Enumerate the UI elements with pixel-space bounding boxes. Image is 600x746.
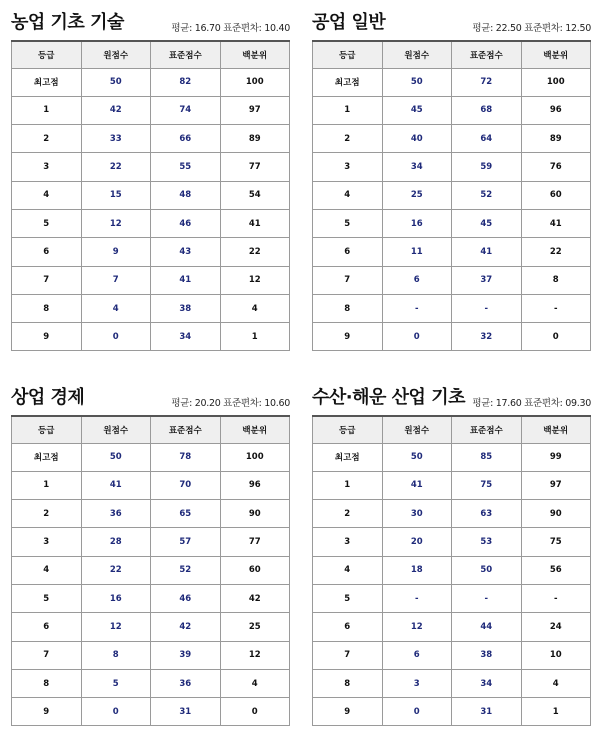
percentile-cell: 22: [521, 238, 591, 266]
percentile-cell: 76: [521, 153, 591, 181]
raw-score-cell: 12: [81, 613, 151, 641]
raw-score-cell: 8: [81, 641, 151, 669]
table-row: [12, 96, 290, 124]
table-header-row: [313, 416, 591, 443]
score-panel-industry-general: [312, 8, 591, 351]
raw-score-cell: 12: [81, 209, 151, 237]
subject-title: 농업 기초 기술: [11, 12, 124, 33]
score-table: [312, 40, 591, 351]
percentile-cell: 75: [521, 528, 591, 556]
percentile-cell: 4: [220, 294, 290, 322]
standard-score-cell: 41: [452, 238, 522, 266]
table-row: [12, 641, 290, 669]
standard-score-cell: 44: [452, 613, 522, 641]
grade-cell: 5: [313, 209, 383, 237]
grade-cell: 1: [12, 96, 82, 124]
header-percentile: 백분위: [521, 416, 591, 443]
grade-cell: 5: [12, 209, 82, 237]
table-row: [313, 181, 591, 209]
raw-score-cell: 42: [81, 96, 151, 124]
table-row: [12, 471, 290, 499]
grade-cell: 1: [313, 471, 383, 499]
percentile-cell: 90: [521, 500, 591, 528]
table-row: [313, 500, 591, 528]
standard-score-cell: 78: [151, 443, 221, 471]
percentile-cell: 25: [220, 613, 290, 641]
grade-cell: 6: [313, 238, 383, 266]
grade-cell: 최고점: [313, 443, 383, 471]
grade-cell: 7: [12, 266, 82, 294]
standard-score-cell: 52: [452, 181, 522, 209]
score-table: [312, 415, 591, 726]
grade-cell: 5: [313, 584, 383, 612]
standard-score-cell: 55: [151, 153, 221, 181]
raw-score-cell: 0: [81, 698, 151, 726]
table-row: [12, 181, 290, 209]
table-row: [313, 266, 591, 294]
header-standard-score: 표준점수: [151, 41, 221, 68]
raw-score-cell: 15: [81, 181, 151, 209]
table-row: [313, 68, 591, 96]
grade-cell: 8: [313, 669, 383, 697]
percentile-cell: 97: [521, 471, 591, 499]
percentile-cell: 22: [220, 238, 290, 266]
table-row: [313, 323, 591, 351]
table-row: [313, 528, 591, 556]
raw-score-cell: 16: [382, 209, 452, 237]
table-row: [313, 584, 591, 612]
standard-score-cell: 70: [151, 471, 221, 499]
header-percentile: 백분위: [220, 416, 290, 443]
grade-cell: 9: [12, 323, 82, 351]
subject-stats: 평균: 16.70 표준편차: 10.40: [171, 23, 290, 34]
table-row: [12, 68, 290, 96]
percentile-cell: 24: [521, 613, 591, 641]
raw-score-cell: 7: [81, 266, 151, 294]
table-row: [313, 698, 591, 726]
grade-cell: 2: [313, 500, 383, 528]
standard-score-cell: -: [452, 294, 522, 322]
standard-score-cell: 38: [452, 641, 522, 669]
grade-cell: 9: [313, 698, 383, 726]
panel-header: [11, 8, 290, 40]
percentile-cell: 0: [220, 698, 290, 726]
score-table: [11, 40, 290, 351]
grade-cell: 9: [12, 698, 82, 726]
raw-score-cell: 50: [81, 443, 151, 471]
header-raw-score: 원점수: [81, 416, 151, 443]
table-row: [12, 238, 290, 266]
standard-score-cell: 42: [151, 613, 221, 641]
standard-score-cell: 43: [151, 238, 221, 266]
raw-score-cell: 6: [382, 266, 452, 294]
percentile-cell: 77: [220, 153, 290, 181]
grade-cell: 7: [313, 641, 383, 669]
percentile-cell: 60: [521, 181, 591, 209]
table-row: [12, 669, 290, 697]
percentile-cell: 60: [220, 556, 290, 584]
table-row: [313, 613, 591, 641]
subject-stats: 평균: 17.60 표준편차: 09.30: [472, 398, 591, 409]
table-row: [12, 153, 290, 181]
panel-header: [11, 383, 290, 415]
percentile-cell: 1: [521, 698, 591, 726]
standard-score-cell: 50: [452, 556, 522, 584]
table-row: [313, 238, 591, 266]
table-row: [12, 443, 290, 471]
standard-score-cell: 72: [452, 68, 522, 96]
percentile-cell: 42: [220, 584, 290, 612]
grade-cell: 1: [313, 96, 383, 124]
grade-cell: 9: [313, 323, 383, 351]
raw-score-cell: 50: [382, 68, 452, 96]
percentile-cell: 1: [220, 323, 290, 351]
grade-cell: 4: [313, 556, 383, 584]
raw-score-cell: 16: [81, 584, 151, 612]
standard-score-cell: 32: [452, 323, 522, 351]
standard-score-cell: 57: [151, 528, 221, 556]
standard-score-cell: 41: [151, 266, 221, 294]
percentile-cell: 4: [521, 669, 591, 697]
standard-score-cell: 82: [151, 68, 221, 96]
subject-stats: 평균: 20.20 표준편차: 10.60: [171, 398, 290, 409]
grade-cell: 4: [12, 181, 82, 209]
grade-cell: 최고점: [12, 443, 82, 471]
table-row: [12, 323, 290, 351]
percentile-cell: 96: [220, 471, 290, 499]
standard-score-cell: 34: [151, 323, 221, 351]
table-row: [313, 443, 591, 471]
score-panel-agriculture-basics: [11, 8, 290, 351]
raw-score-cell: 22: [81, 556, 151, 584]
raw-score-cell: 5: [81, 669, 151, 697]
raw-score-cell: 25: [382, 181, 452, 209]
percentile-cell: 10: [521, 641, 591, 669]
header-raw-score: 원점수: [382, 416, 452, 443]
grade-cell: 8: [12, 669, 82, 697]
raw-score-cell: 50: [382, 443, 452, 471]
header-standard-score: 표준점수: [151, 416, 221, 443]
grade-cell: 8: [313, 294, 383, 322]
standard-score-cell: 46: [151, 209, 221, 237]
standard-score-cell: 85: [452, 443, 522, 471]
standard-score-cell: 64: [452, 125, 522, 153]
grade-cell: 6: [313, 613, 383, 641]
standard-score-cell: 63: [452, 500, 522, 528]
table-row: [313, 209, 591, 237]
standard-score-cell: 53: [452, 528, 522, 556]
raw-score-cell: 45: [382, 96, 452, 124]
grade-cell: 7: [12, 641, 82, 669]
standard-score-cell: 34: [452, 669, 522, 697]
standard-score-cell: 66: [151, 125, 221, 153]
raw-score-cell: 41: [81, 471, 151, 499]
raw-score-cell: 34: [382, 153, 452, 181]
percentile-cell: 77: [220, 528, 290, 556]
table-row: [12, 125, 290, 153]
table-row: [12, 266, 290, 294]
raw-score-cell: 11: [382, 238, 452, 266]
subject-title: 수산·해운 산업 기초: [312, 387, 465, 408]
standard-score-cell: 31: [151, 698, 221, 726]
percentile-cell: 4: [220, 669, 290, 697]
raw-score-cell: 3: [382, 669, 452, 697]
percentile-cell: 89: [521, 125, 591, 153]
grade-cell: 6: [12, 613, 82, 641]
standard-score-cell: 39: [151, 641, 221, 669]
grade-cell: 4: [313, 181, 383, 209]
percentile-cell: 54: [220, 181, 290, 209]
raw-score-cell: 4: [81, 294, 151, 322]
header-raw-score: 원점수: [81, 41, 151, 68]
raw-score-cell: 28: [81, 528, 151, 556]
percentile-cell: 41: [220, 209, 290, 237]
raw-score-cell: 30: [382, 500, 452, 528]
standard-score-cell: 65: [151, 500, 221, 528]
score-panel-fisheries-maritime-basics: [312, 383, 591, 726]
header-grade: 등급: [12, 41, 82, 68]
grade-cell: 3: [313, 153, 383, 181]
grade-cell: 1: [12, 471, 82, 499]
grade-cell: 최고점: [12, 68, 82, 96]
percentile-cell: 0: [521, 323, 591, 351]
table-row: [313, 125, 591, 153]
grade-cell: 5: [12, 584, 82, 612]
percentile-cell: 99: [521, 443, 591, 471]
percentile-cell: 96: [521, 96, 591, 124]
table-row: [313, 669, 591, 697]
standard-score-cell: 38: [151, 294, 221, 322]
table-row: [12, 528, 290, 556]
panel-header: [312, 383, 591, 415]
subject-stats: 평균: 22.50 표준편차: 12.50: [472, 23, 591, 34]
raw-score-cell: 50: [81, 68, 151, 96]
panel-header: [312, 8, 591, 40]
table-header-row: [12, 41, 290, 68]
percentile-cell: 100: [521, 68, 591, 96]
table-row: [12, 613, 290, 641]
score-table: [11, 415, 290, 726]
header-standard-score: 표준점수: [452, 41, 522, 68]
standard-score-cell: 36: [151, 669, 221, 697]
raw-score-cell: 6: [382, 641, 452, 669]
raw-score-cell: 9: [81, 238, 151, 266]
table-header-row: [313, 41, 591, 68]
percentile-cell: 56: [521, 556, 591, 584]
table-row: [313, 294, 591, 322]
grade-cell: 3: [12, 528, 82, 556]
header-grade: 등급: [313, 416, 383, 443]
table-row: [12, 584, 290, 612]
grade-cell: 2: [12, 125, 82, 153]
grade-cell: 3: [12, 153, 82, 181]
raw-score-cell: 40: [382, 125, 452, 153]
percentile-cell: 97: [220, 96, 290, 124]
table-row: [313, 153, 591, 181]
raw-score-cell: 41: [382, 471, 452, 499]
grade-cell: 6: [12, 238, 82, 266]
percentile-cell: 12: [220, 641, 290, 669]
standard-score-cell: 68: [452, 96, 522, 124]
raw-score-cell: 22: [81, 153, 151, 181]
percentile-cell: -: [521, 294, 591, 322]
header-raw-score: 원점수: [382, 41, 452, 68]
header-percentile: 백분위: [521, 41, 591, 68]
table-row: [12, 500, 290, 528]
grade-cell: 7: [313, 266, 383, 294]
table-row: [313, 96, 591, 124]
table-row: [313, 641, 591, 669]
percentile-cell: 12: [220, 266, 290, 294]
grade-cell: 4: [12, 556, 82, 584]
table-row: [12, 209, 290, 237]
raw-score-cell: 0: [382, 698, 452, 726]
standard-score-cell: 45: [452, 209, 522, 237]
percentile-cell: 100: [220, 443, 290, 471]
table-row: [12, 698, 290, 726]
score-panel-commerce-economics: [11, 383, 290, 726]
standard-score-cell: 52: [151, 556, 221, 584]
grade-cell: 2: [313, 125, 383, 153]
raw-score-cell: 33: [81, 125, 151, 153]
raw-score-cell: 0: [382, 323, 452, 351]
table-row: [12, 556, 290, 584]
standard-score-cell: 74: [151, 96, 221, 124]
raw-score-cell: 20: [382, 528, 452, 556]
subject-title: 상업 경제: [11, 387, 85, 408]
raw-score-cell: 18: [382, 556, 452, 584]
standard-score-cell: 37: [452, 266, 522, 294]
grade-cell: 최고점: [313, 68, 383, 96]
raw-score-cell: 12: [382, 613, 452, 641]
percentile-cell: 89: [220, 125, 290, 153]
percentile-cell: 8: [521, 266, 591, 294]
standard-score-cell: 48: [151, 181, 221, 209]
percentile-cell: -: [521, 584, 591, 612]
raw-score-cell: 36: [81, 500, 151, 528]
standard-score-cell: -: [452, 584, 522, 612]
header-percentile: 백분위: [220, 41, 290, 68]
standard-score-cell: 75: [452, 471, 522, 499]
header-grade: 등급: [12, 416, 82, 443]
percentile-cell: 90: [220, 500, 290, 528]
table-header-row: [12, 416, 290, 443]
raw-score-cell: -: [382, 584, 452, 612]
standard-score-cell: 46: [151, 584, 221, 612]
standard-score-cell: 59: [452, 153, 522, 181]
header-standard-score: 표준점수: [452, 416, 522, 443]
grade-cell: 2: [12, 500, 82, 528]
header-grade: 등급: [313, 41, 383, 68]
percentile-cell: 41: [521, 209, 591, 237]
standard-score-cell: 31: [452, 698, 522, 726]
table-row: [313, 556, 591, 584]
grade-cell: 3: [313, 528, 383, 556]
subject-title: 공업 일반: [312, 12, 386, 33]
percentile-cell: 100: [220, 68, 290, 96]
grade-cell: 8: [12, 294, 82, 322]
raw-score-cell: 0: [81, 323, 151, 351]
table-row: [313, 471, 591, 499]
raw-score-cell: -: [382, 294, 452, 322]
table-row: [12, 294, 290, 322]
